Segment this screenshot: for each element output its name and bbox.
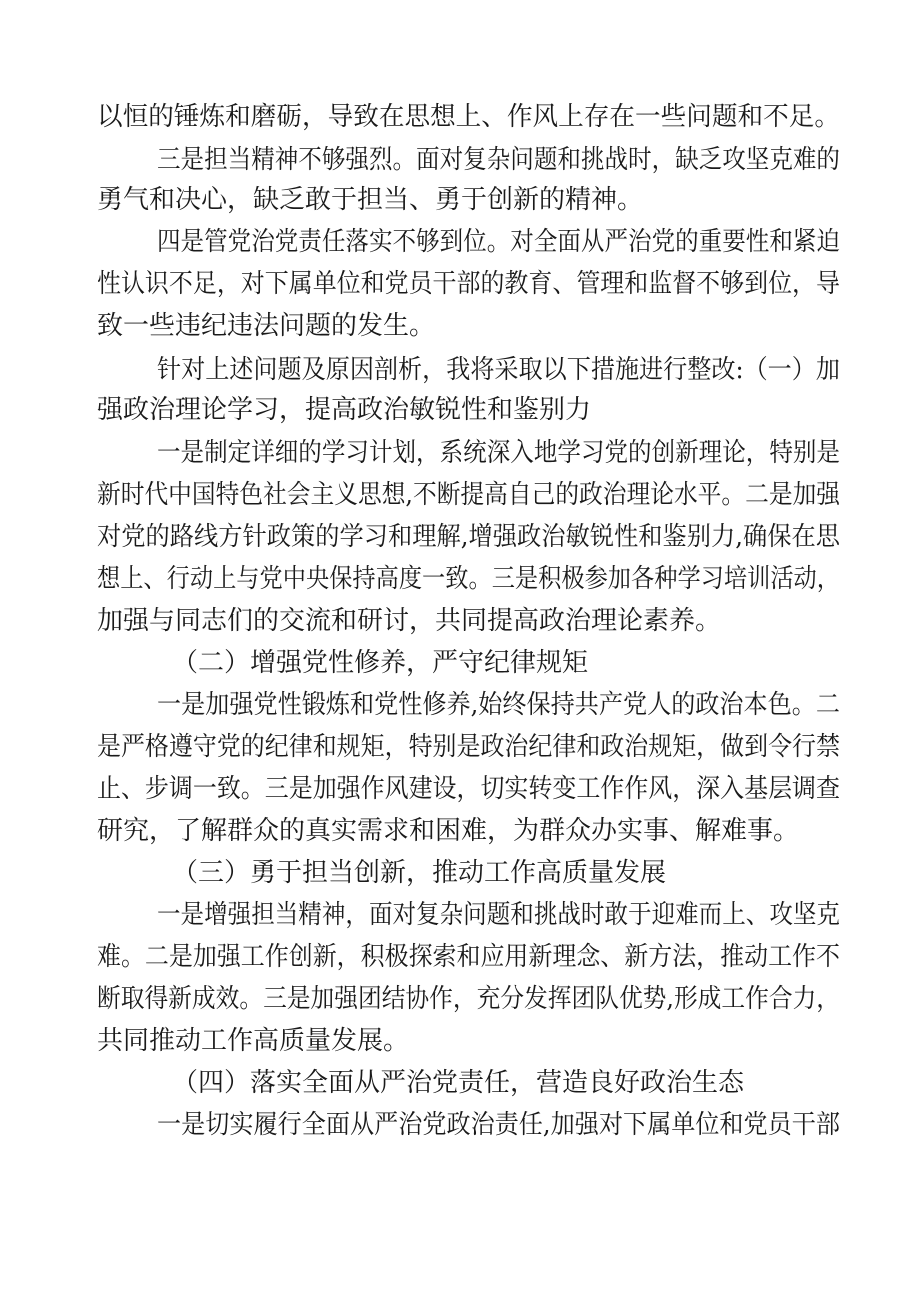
section-heading: （四）落实全面从严治党责任，营造良好政治生态 — [172, 1068, 745, 1098]
text-line: 勇气和决心，缺乏敢于担当、勇于创新的精神。 — [97, 185, 644, 215]
text-line: 新时代中国特色社会主义思想,不断提高自己的政治理论水平。二是加强 — [97, 480, 841, 510]
text-line: 对党的路线方针政策的学习和理解,增强政治敏锐性和鉴别力,确保在思 — [97, 522, 841, 552]
text-line: 研究，了解群众的真实需求和困难，为群众办实事、解难事。 — [97, 816, 800, 846]
text-line: 止、步调一致。三是加强作风建设，切实转变工作作风，深入基层调查 — [97, 774, 840, 804]
text-line: 强政治理论学习，提高政治敏锐性和鉴别力 — [97, 395, 592, 425]
text-line: 三是担当精神不够强烈。面对复杂问题和挑战时，缺乏攻坚克难的 — [157, 145, 840, 175]
text-line: 性认识不足，对下属单位和党员干部的教育、管理和监督不够到位，导 — [97, 269, 840, 299]
text-line: 针对上述问题及原因剖析，我将采取以下措施进行整改:（一）加 — [157, 355, 840, 385]
text-line: 一是加强党性锻炼和党性修养,始终保持共产党人的政治本色。二 — [157, 690, 841, 720]
text-line: 想上、行动上与党中央保持高度一致。三是积极参加各种学习培训活动， — [97, 564, 840, 594]
section-heading: （三）勇于担当创新，推动工作高质量发展 — [172, 858, 667, 888]
text-line: 致一些违纪违法问题的发生。 — [97, 311, 436, 341]
text-line: 是严格遵守党的纪律和规矩，特别是政治纪律和政治规矩，做到令行禁 — [97, 732, 840, 762]
text-line: 加强与同志们的交流和研讨，共同提高政治理论素养。 — [97, 606, 722, 636]
text-line: 一是制定详细的学习计划，系统深入地学习党的创新理论，特别是 — [157, 438, 840, 468]
text-line: 难。二是加强工作创新，积极探索和应用新理念、新方法，推动工作不 — [97, 942, 840, 972]
text-line: 以恒的锤炼和磨砺，导致在思想上、作风上存在一些问题和不足。 — [97, 102, 841, 132]
text-line: 一是增强担当精神，面对复杂问题和挑战时敢于迎难而上、攻坚克 — [157, 900, 840, 930]
text-line: 四是管党治党责任落实不够到位。对全面从严治党的重要性和紧迫 — [157, 227, 840, 257]
text-line: 断取得新成效。三是加强团结协作，充分发挥团队优势,形成工作合力， — [97, 984, 841, 1014]
text-line: 共同推动工作高质量发展。 — [97, 1026, 410, 1056]
section-heading: （二）增强党性修养，严守纪律规矩 — [172, 648, 589, 678]
text-line: 一是切实履行全面从严治党政治责任,加强对下属单位和党员干部 — [157, 1110, 841, 1140]
